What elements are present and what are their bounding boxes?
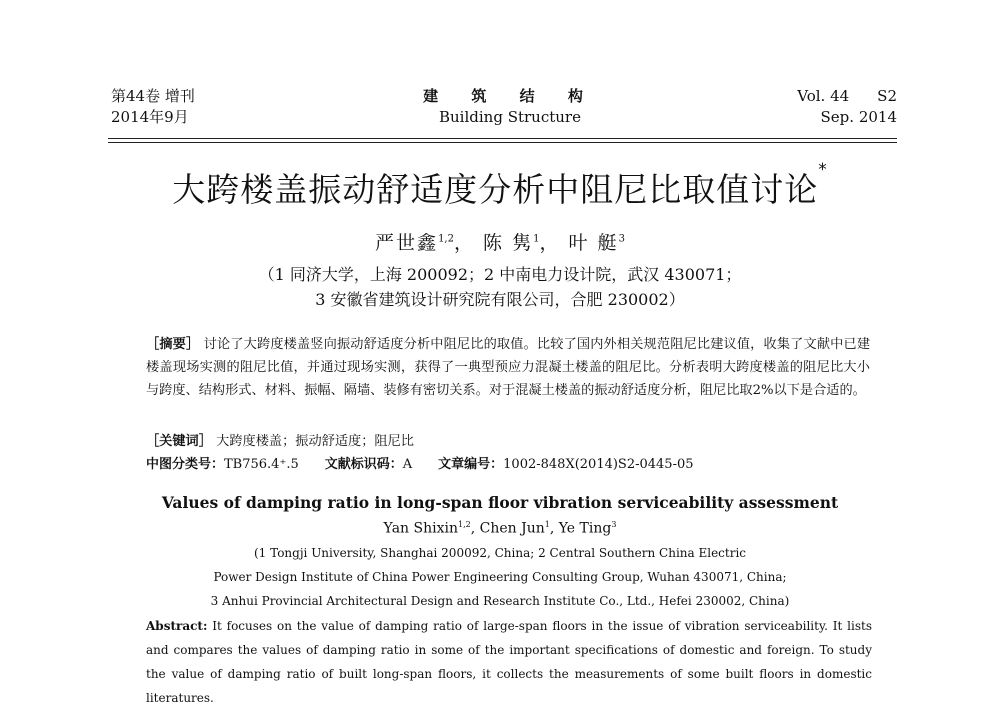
- author-en-1: Yan Shixin: [383, 520, 458, 537]
- affiliation-en-line-1: (1 Tongji University, Shanghai 200092, China; 2 Central Southern China Electric: [253, 546, 747, 560]
- clc-label: 中图分类号：: [146, 457, 225, 472]
- keywords-cn: [146, 430, 414, 449]
- journal-name: [400, 86, 620, 128]
- paper-title-en: Values of damping ratio in long-span floor vibration serviceability assessment: [161, 493, 839, 512]
- affiliation-cn-line-2: 3 安徽省建筑设计研究院有限公司，合肥 230002）: [315, 290, 685, 309]
- author-separator: ，: [453, 232, 475, 254]
- abstract-en-label: Abstract:: [146, 619, 208, 633]
- author-en-3-affil: 3: [611, 520, 617, 529]
- author-en-2: Chen Jun: [479, 520, 545, 537]
- abstract-cn: [146, 333, 870, 402]
- authors-en: [150, 520, 850, 537]
- author-separator-en: ,: [549, 520, 559, 537]
- author-cn-3-affil: 3: [618, 233, 625, 245]
- author-cn-3: 叶 艇: [568, 232, 619, 254]
- doc-code-value: A: [402, 457, 413, 472]
- volume-en: Vol. 44: [797, 87, 850, 105]
- date-cn: 2014年9月: [111, 108, 189, 126]
- journal-name-en: Building Structure: [439, 108, 581, 126]
- abstract-en: [146, 614, 872, 710]
- abstract-en-text: It focuses on the value of damping ratio of large-span floors in the issue of vibration serviceability. It lists and compares the values of damping ratio in some of the important specifications of domestic and foreign. To study the value of damping ratio of built long-span floors, it collects the measurements of some built floors in domestic literatures.: [146, 619, 872, 705]
- volume-cn: 第44卷 增刊: [111, 87, 195, 105]
- authors-cn: [150, 228, 850, 255]
- title-footnote-mark: *: [818, 160, 828, 180]
- author-cn-1: 严世鑫: [375, 232, 439, 254]
- volume-line: [797, 86, 897, 107]
- clc-value: TB756.4⁺.5: [224, 457, 299, 472]
- author-cn-1-affil: 1,2: [438, 233, 454, 245]
- author-en-2-affil: 1: [544, 520, 550, 529]
- journal-name-cn: 建 筑 结 构: [423, 87, 597, 105]
- abstract-cn-label: ［摘要］: [146, 337, 200, 352]
- author-separator: ，: [539, 232, 561, 254]
- abstract-cn-text: 讨论了大跨度楼盖竖向振动舒适度分析中阻尼比的取值。比较了国内外相关规范阻尼比建议值，收集了文献中已建楼盖现场实测的阻尼比值，并通过现场实测，获得了一典型预应力混凝土楼盖的阻尼比。分析表明大跨度楼盖的阻尼比大小与跨度、结构形式、材料、振幅、隔墙、装修有密切关系。对于混凝土楼盖的振动舒适度分析，阻尼比取2%以下是合适的。: [146, 337, 871, 398]
- doc-code-label: 文献标识码：: [324, 457, 403, 472]
- keywords-cn-text: 大跨度楼盖；振动舒适度；阻尼比: [216, 434, 414, 449]
- article-id-label: 文章编号：: [438, 457, 504, 472]
- journal-issue-info: [111, 86, 195, 128]
- author-separator-en: ,: [470, 520, 480, 537]
- author-en-3: Ye Ting: [558, 520, 612, 537]
- header-rule-bottom: [108, 142, 897, 143]
- author-en-1-affil: 1,2: [458, 520, 471, 529]
- author-cn-2: 陈 隽: [483, 232, 534, 254]
- issue-en: S2: [877, 87, 897, 105]
- date-en: Sep. 2014: [820, 108, 897, 126]
- classification-line: [146, 453, 694, 472]
- affiliation-cn-line-1: （1 同济大学，上海 200092；2 中南电力设计院，武汉 430071；: [258, 265, 742, 284]
- affiliation-en-line-2: Power Design Institute of China Power Engineering Consulting Group, Wuhan 430071, China;: [213, 570, 787, 584]
- affiliation-en-line-3: 3 Anhui Provincial Architectural Design and Research Institute Co., Ltd., Hefei 230002, China): [210, 594, 790, 608]
- header-rule-top: [108, 138, 897, 139]
- keywords-cn-label: ［关键词］: [146, 434, 212, 449]
- title-cn-text: 大跨楼盖振动舒适度分析中阻尼比取值讨论: [172, 170, 819, 209]
- article-id-value: 1002-848X(2014)S2-0445-05: [503, 457, 694, 472]
- author-cn-2-affil: 1: [533, 233, 540, 245]
- journal-volume-en: [797, 86, 897, 128]
- paper-title-cn: [100, 160, 900, 211]
